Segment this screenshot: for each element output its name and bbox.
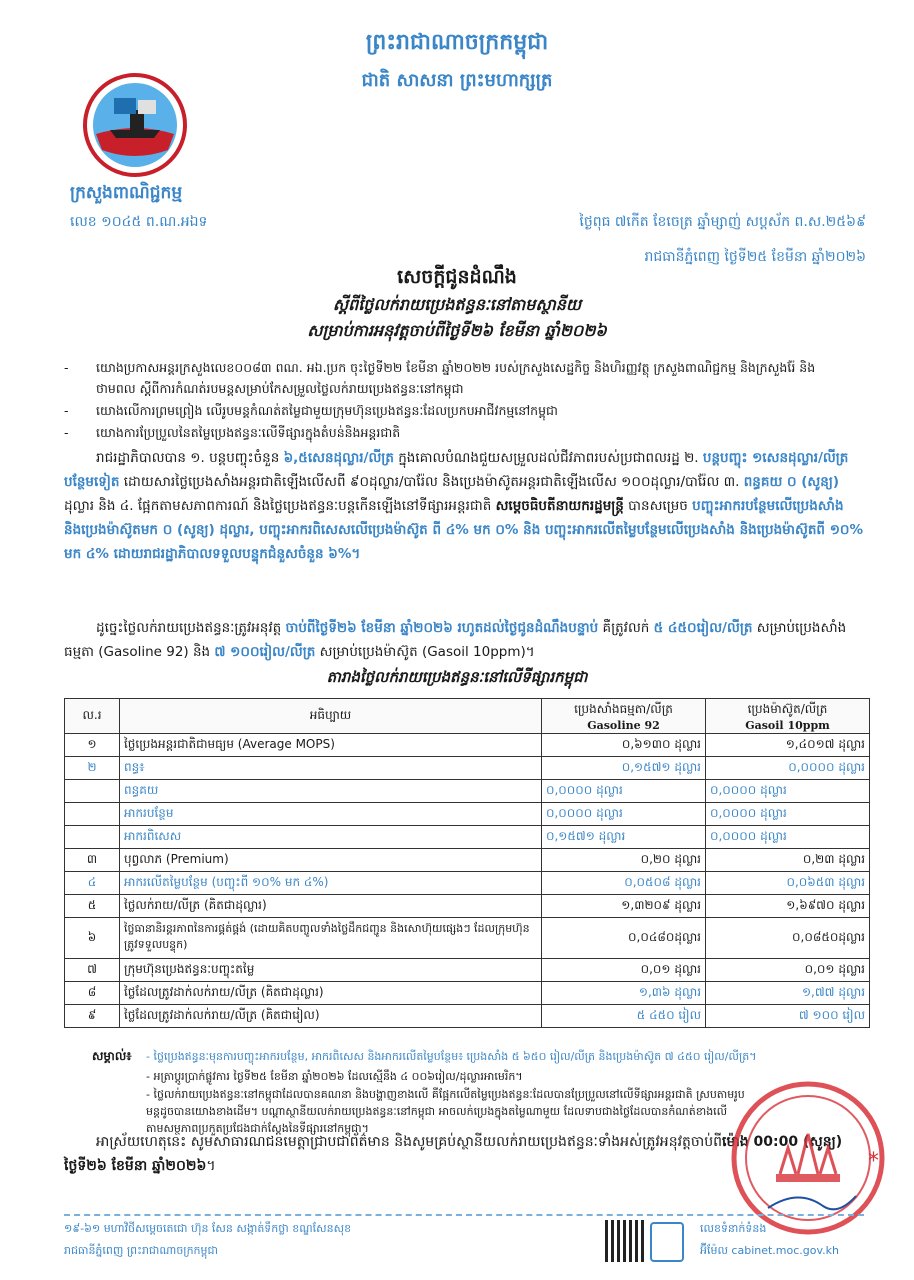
table-row: ៧ ក្រុមហ៊ុនប្រេងឥន្ធនៈបញ្ចុះតម្លៃ ០,០១ ដុល្លារ ០,០១ ដុល្លារ [65,959,870,982]
price-table-title: តារាងថ្លៃលក់រាយប្រេងឥន្ធនៈនៅលើទីផ្សារកម្ពុជា [326,668,588,686]
footer-address: ១៩-៦១ មហាវិថីសម្តេចតេជោ ហ៊ុន សែន សង្កាត់ទឹកថ្លា ខណ្ឌសែនសុខ [64,1222,352,1235]
notice-effective-date: សម្រាប់ការអនុវត្តចាប់ពីថ្ងៃទី២៦ ខែមីនា ឆ្នាំ២០២៦ [307,321,607,340]
note-item: - ថ្លៃលក់រាយប្រេងឥន្ធនៈនៅកម្ពុជាដែលបានគណនា និងបង្ហាញខាងលើ គឺផ្អែកលើតម្លៃប្រេងឥន្ធនៈដែលបានប្រែប្រួលនៅលើទីផ្សារអន្តរជាតិ ស្របតាមរូបមន្តដូចបានយោងខាងដើម។ បណ្តាស្ថានីយលក់រាយប្រេងឥន្ធនៈនៅកម្ពុជា អាចលក់ប្រេងក្នុងតម្លៃណាមួយ ដែលទាបជាងថ្លៃដែលបានកំណត់ខាងលើ តាមសម្ថភាពប្រកួតប្រជែងជាក់ស្តែងនៃទីផ្សារនៅកម្ពុជា។ [146,1088,745,1135]
table-row: ៨ ថ្លៃដែលត្រូវដាក់លក់រាយ/លីត្រ (គិតជាដុល្លារ) ១,៣៦ ដុល្លារ ១,៧៧ ដុល្លារ [65,982,870,1005]
svg-text:*: * [868,1149,879,1174]
lunar-date: ថ្ងៃពុធ ៧កើត ខែចេត្រ ឆ្នាំម្សាញ់ សប្តស័ក ព.ស.២៥៦៩ [579,214,866,230]
footer-email: អ៊ីម៉ែល cabinet.moc.gov.kh [700,1244,839,1257]
table-row: ២ ពន្ធ៖ ០,១៥៧១ ដុល្លារ ០,០០០០ ដុល្លារ [65,757,870,780]
footer-divider [64,1214,864,1216]
ministry-name: ក្រសួងពាណិជ្ជកម្ម [70,183,183,203]
reference-bullet: - យោងប្រកាសអន្តរក្រសួងលេខ០០៨៣ ពណ. អឯ.ប្រក ចុះថ្ងៃទី២២ ខែមីនា ឆ្នាំ២០២២ របស់ក្រសួងសេដ្ឋកិច្ច និងហិរញ្ញវត្ថុ ក្រសួងពាណិជ្ជកម្ម និងក្រសួងរ៉ែ និងថាមពល ស្តីពីការកំណត់របមន្តសម្រាប់កែសម្រួលថ្លៃលក់រាយប្រេងឥន្ធនៈនៅកម្ពុជា [64,360,816,396]
reference-number: លេខ ១០៤៥ ព.ណ.អឯទ [70,214,208,230]
notes-label: សម្គាល់៖ [92,1049,132,1063]
qr-code-icon [602,1220,644,1262]
closing-paragraph: អាស្រ័យហេតុនេះ សូមសាធារណជនមេត្តាជ្រាបជាព័ត៌មាន និងសូមគ្រប់ស្ថានីយលក់រាយប្រេងឥន្ធនៈទាំងអស់ត្រូវអនុវត្តចាប់ពីម៉ោង 00:00 (សូន្យ) ថ្ងៃទី២៦ ខែមីនា ឆ្នាំ២០២៦។ [64,1134,843,1174]
document-date: រាជធានីភ្នំពេញ ថ្ងៃទី២៥ ខែមីនា ឆ្នាំ២០២៦ [644,249,866,265]
header-no: ល.រ [65,699,120,734]
note-item: - អត្រាប្តូរប្រាក់ផ្លូវការ ថ្ងៃទី២៥ ខែមីនា ឆ្នាំ២០២៦ ដែលស្មើនឹង ៤ ០០៦រៀល/ដុល្លារអាមេរិក។ [146,1070,523,1083]
footer-contact: លេខទំនាក់ទំនង [700,1222,767,1235]
ministry-of-commerce-logo-icon [82,72,188,178]
reference-bullet: - យោងការប្រែប្រួលនៃតម្លៃប្រេងឥន្ធនៈលើទីផ្សារក្នុងតំបន់និងអន្តរជាតិ [64,425,401,440]
header-gasoline: ប្រេងសាំងធម្មតា/លីត្រ Gasoline 92 [542,699,706,734]
table-header-row [65,699,870,734]
decision-paragraph: រាជរដ្ឋាភិបាលបាន ១. បន្តបញ្ចុះចំនួន ៦,៥សេនដុល្លារ/លីត្រ ក្នុងគោលបំណងជួយសម្រួលដល់ជីវភាពរបស់ប្រជាពលរដ្ឋ ២. បន្តបញ្ចុះ ១សេនដុល្លារ/លីត្របន្ថែមទៀត ដោយសារថ្លៃប្រេងសាំងអន្តរជាតិឡើងលើសពី ៩០ដុល្លារ/បារ៉ែល និងប្រេងម៉ាស៊ូតអន្តរជាតិឡើងលើស ១០០ដុល្លារ/បារ៉ែល ៣. ពន្ធគយ ០ (សូន្យ) ដុល្លារ និង ៤. ផ្អែកតាមសភាពការណ៍ និងថ្លៃប្រេងឥន្ធនៈបន្តកើនឡើងនៅទីផ្សារអន្តរជាតិ សម្តេចធិបតីនាយករដ្ឋមន្ត្រី បានសម្រេច បញ្ចុះអាករបន្ថែមលើប្រេងសាំង និងប្រេងម៉ាស៊ូតមក ០ (សូន្យ) ដុល្លារ, បញ្ចុះអាករពិសេសលើប្រេងម៉ាស៊ូត ពី ៤% មក ០% និង បញ្ចុះអាករលើតម្លៃបន្ថែមលើប្រេងសាំង និងប្រេងម៉ាស៊ូតពី ១០% មក ៤% ដោយរាជរដ្ឋាភិបាលទទួលបន្ទុកជំនួសចំនួន ៦%។ [64,450,864,562]
table-row: ពន្ធគយ ០,០០០០ ដុល្លារ ០,០០០០ ដុល្លារ [65,780,870,803]
motto-heading: ជាតិ សាសនា ព្រះមហាក្សត្រ [361,70,553,91]
notice-title: សេចក្តីជូនដំណឹង [397,266,517,288]
table-row: ៩ ថ្លៃដែលត្រូវដាក់លក់រាយ/លីត្រ (គិតជារៀល) ៥ ៤៥០ រៀល ៧ ១០០ រៀល [65,1005,870,1028]
phone-icon [650,1222,684,1262]
reference-bullet: - យោងលើការព្រមព្រៀង លើរូបមន្តកំណត់តម្លៃជាមួយក្រុមហ៊ុនប្រេងឥន្ធនៈដែលប្រកបអាជីវកម្មនៅកម្ពុជា [64,403,558,418]
table-row: ៥ ថ្លៃលក់រាយ/លីត្រ (គិតជាដុល្លារ) ១,៣២០៩ ដុល្លារ ១,៦៩៧០ ដុល្លារ [65,895,870,918]
kingdom-heading: ព្រះរាជាណាចក្រកម្ពុជា [365,30,549,55]
price-paragraph: ដូច្នេះថ្លៃលក់រាយប្រេងឥន្ធនៈត្រូវអនុវត្ត ចាប់ពីថ្ងៃទី២៦ ខែមីនា ឆ្នាំ២០២៦ រហូតដល់ថ្ងៃជូនដំណឹងបន្ទាប់ គឺត្រូវលក់ ៥ ៤៥០រៀល/លីត្រ សម្រាប់ប្រេងសាំងធម្មតា (Gasoline 92) និង ៧ ១០០រៀល/លីត្រ សម្រាប់ប្រេងម៉ាស៊ូត (Gasoil 10ppm)។ [64,620,847,660]
header-description: អធិប្បាយ [120,699,542,734]
table-row: ៦ ថ្លៃធានានិរន្តរភាពនៃការផ្គត់ផ្គង់ (ដោយគិតបញ្ចូលទាំងថ្លៃដឹកជញ្ជូន និងសោហ៊ុយផ្សេងៗ ដែលក្រុមហ៊ុនត្រូវទទួលបន្ទុក) ០,០៤៨០ដុល្លារ ០,០៨៥០ដុល្លារ [65,918,870,959]
table-row: ៣ បុព្វលាភ (Premium) ០,២០ ដុល្លារ ០,២៣ ដុល្លារ [65,849,870,872]
header-gasoil: ប្រេងម៉ាស៊ូត/លីត្រ Gasoil 10ppm [706,699,870,734]
footer-address-city: រាជធានីភ្នំពេញ ព្រះរាជាណាចក្រកម្ពុជា [64,1244,218,1257]
table-row: ១ ថ្លៃប្រេងអន្តរជាតិជាមធ្យម (Average MOPS) ០,៦១៣០ ដុល្លារ ១,៤០១៧ ដុល្លារ [65,734,870,757]
fuel-price-table [64,698,870,1028]
table-row: អាករពិសេស ០,១៥៧១ ដុល្លារ ០,០០០០ ដុល្លារ [65,826,870,849]
table-row: ៤ អាករលើតម្លៃបន្ថែម (បញ្ចុះពី ១០% មក ៤%) ០,០៥០៨ ដុល្លារ ០,០៦៥៣ ដុល្លារ [65,872,870,895]
notice-subtitle: ស្តីពីថ្លៃលក់រាយប្រេងឥន្ធនៈនៅតាមស្ថានីយ [332,295,582,314]
table-row: អាករបន្ថែម ០,០០០០ ដុល្លារ ០,០០០០ ដុល្លារ [65,803,870,826]
note-item: - ថ្លៃប្រេងឥន្ធនៈមុនការបញ្ចុះអាករបន្ថែម, អាករពិសេស និងអាករលើតម្លៃបន្ថែម៖ ប្រេងសាំង ៥ ៦៥០ រៀល/លីត្រ និងប្រេងម៉ាស៊ូត ៧ ៤៥០ រៀល/លីត្រ។ [146,1050,757,1063]
